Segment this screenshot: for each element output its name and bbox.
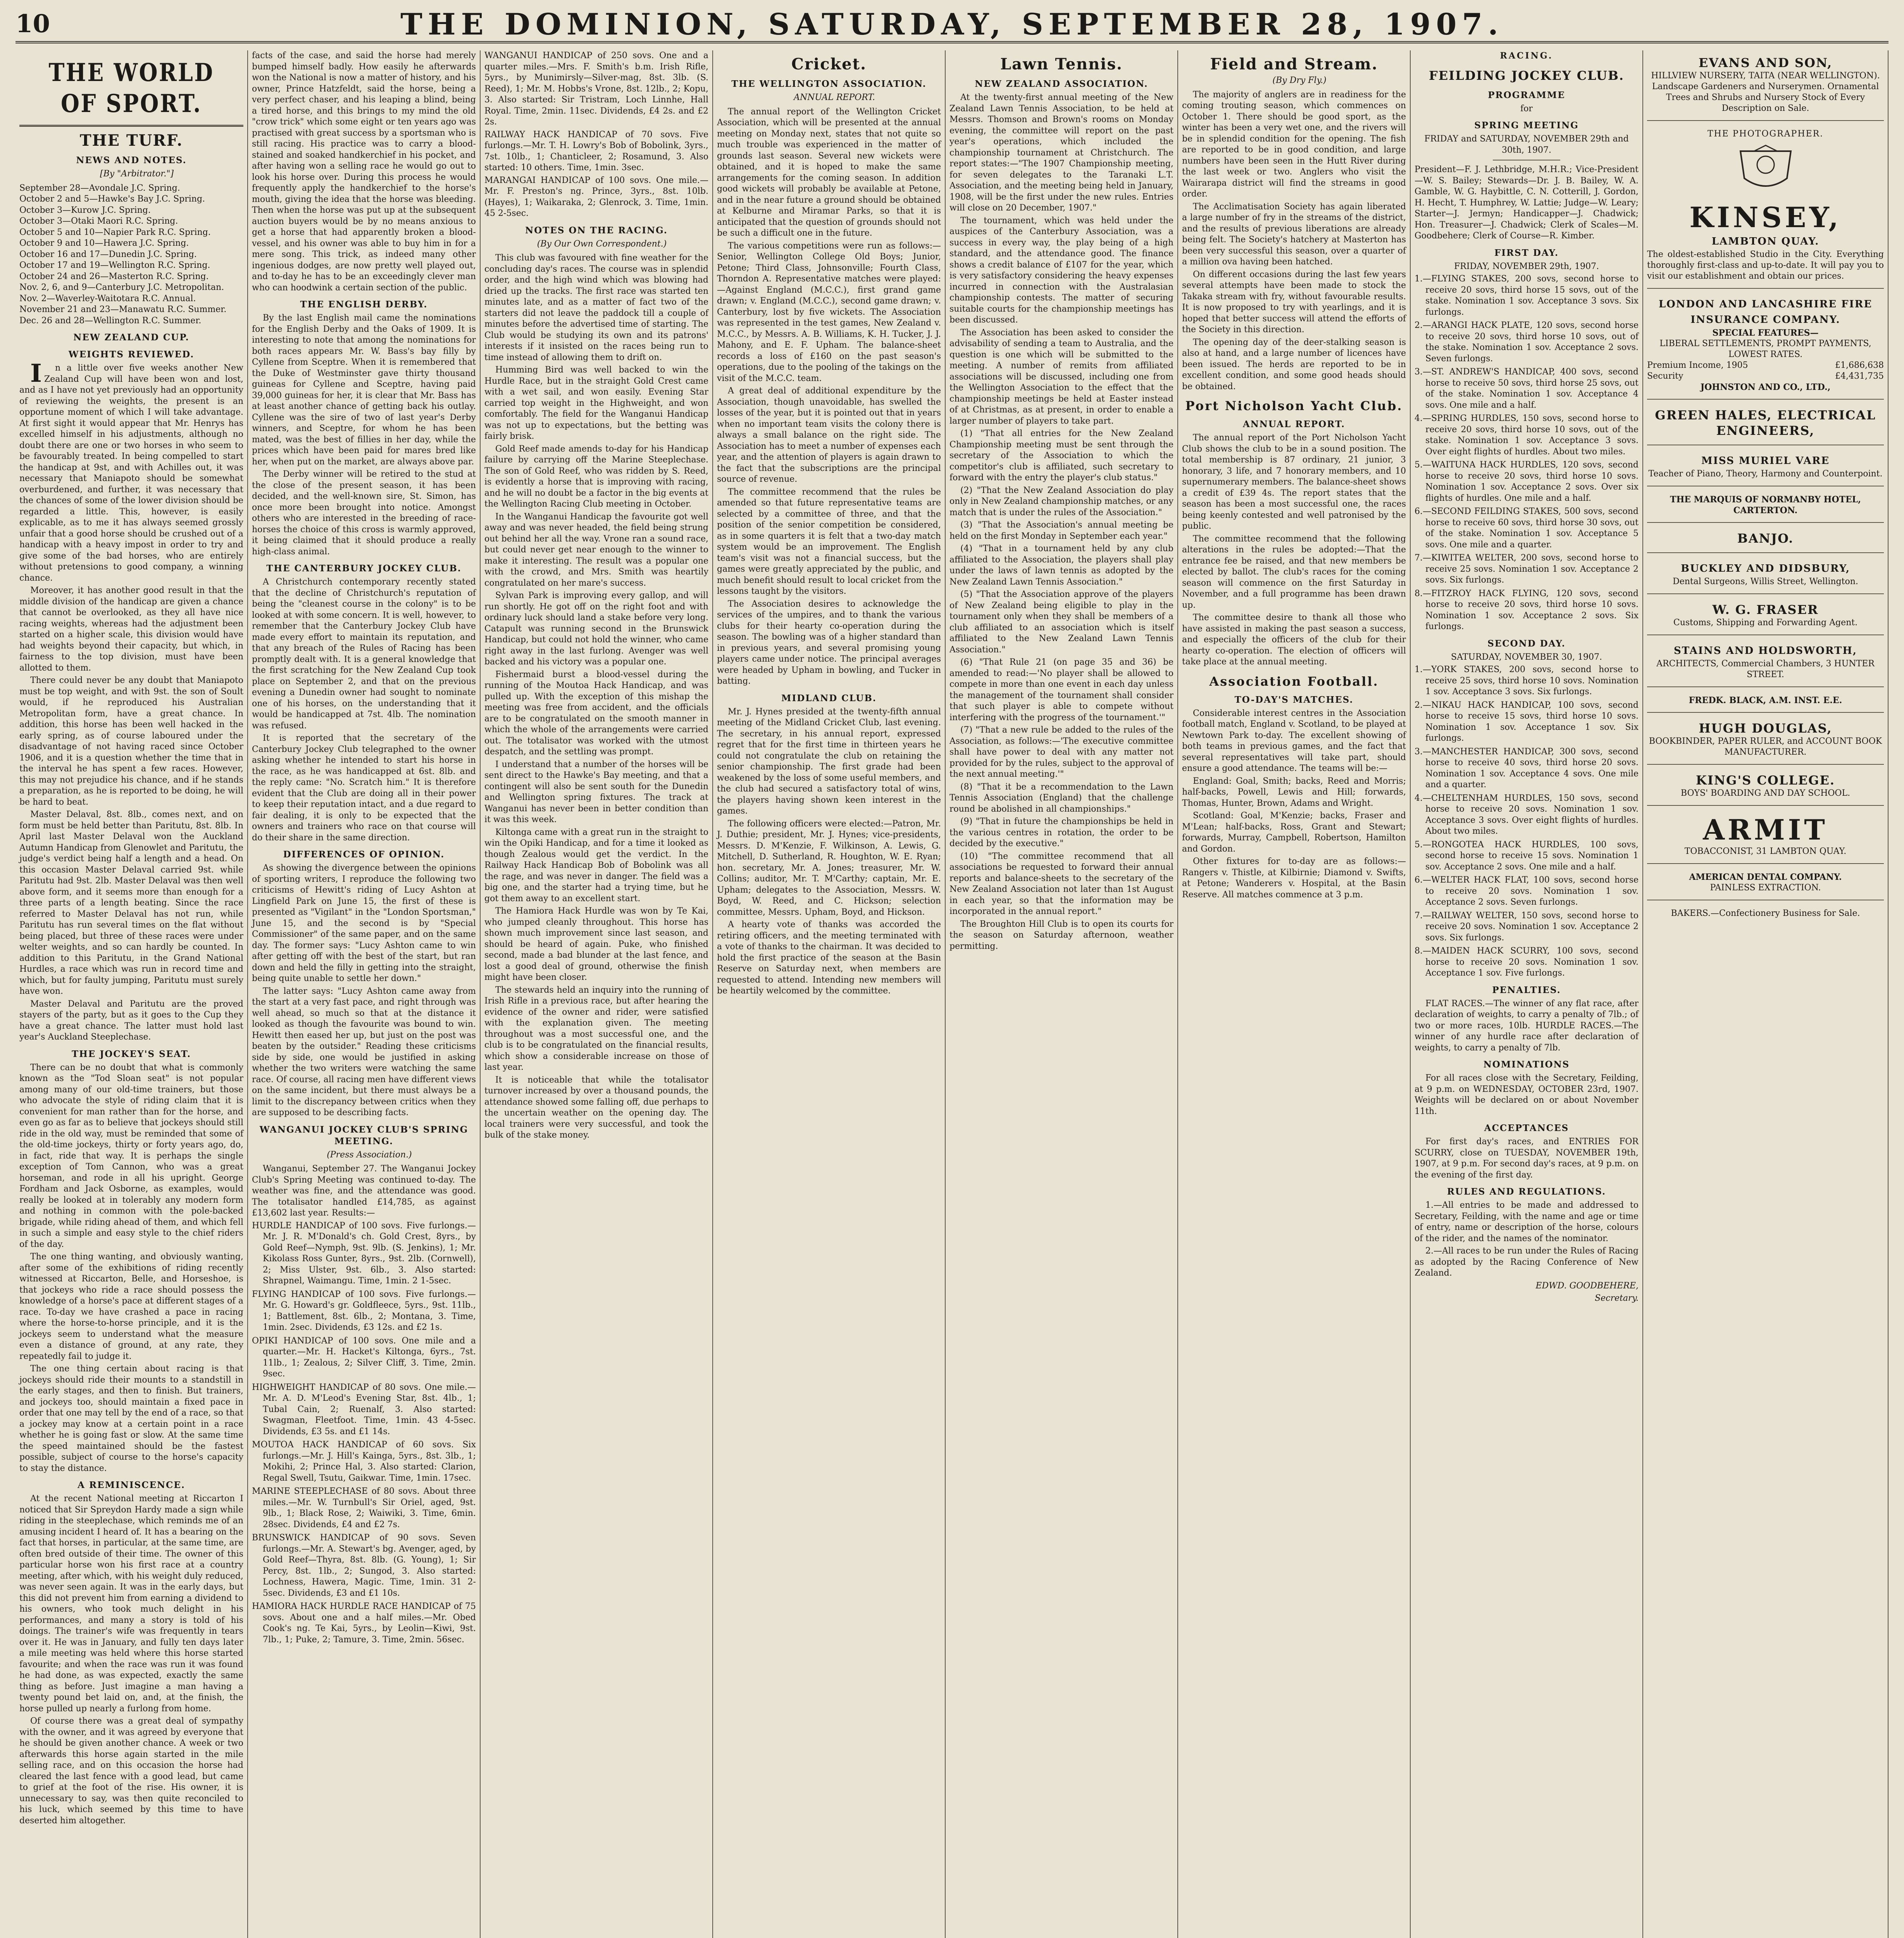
article-paragraph: (7) "That a new rule be added to the rules of the Association, as follows:—'The executive committee shall have power to deal with any matter not provided for by the rules, subject to the approval of the next annual meeting.'" (949, 725, 1173, 779)
ad-title: THE MARQUIS OF NORMANBY HOTEL, CARTERTON. (1670, 494, 1861, 516)
list-item: 1.—YORK STAKES, 200 sovs, second horse to receive 25 sovs, third horse 10 sovs. Nomination 1 sov. Acceptance 3 sovs. Six furlongs. (1415, 665, 1639, 697)
article-paragraph: WANGANUI HANDICAP of 250 sovs. One and a quarter miles.—Mrs. F. Smith's b.m. Irish Rifle, 5yrs., by Munimirsly—Silver-mag, 8st. 3lb. (S. Reed), 1; Mr. M. Hobbs's Vrone, 8st. 12lb., 2; Kopu, 3. Also started: Sir Tristram, Loch Linnhe, Hall Royal. Time, 2min. 11sec. Dividends, £4 2s. and £2 2s. (484, 51, 708, 127)
list-item: FLYING HANDICAP of 100 sovs. Five furlongs.—Mr. G. Howard's gr. Goldfleece, 5yrs., 9st. 11lb., 1; Battlement, 8st. 6lb., 2; Montana, 3. Time, 1min. 2sec. Dividends, £3 12s. and £2 1s. (252, 1289, 476, 1332)
ad-title: BANJO. (1737, 531, 1794, 546)
article-paragraph: Moreover, it has another good result in that the middle division of the handicap are given a chance that cannot be overlooked, as they all have nice racing weights, whereas had the adjustment been started on a higher scale, this division would have had weights beyond their capacity, but which, in fairness to the top division, must have been allotted to them. (19, 586, 243, 673)
list-item: 7.—RAILWAY WELTER, 150 sovs, second horse to receive 20 sovs. Nomination 1 sov. Acceptance 2 sovs. Six furlongs. (1415, 910, 1639, 943)
article-paragraph: The Derby winner will be retired to the stud at the close of the present season, it has been decided, and the well-known sire, St. Simon, has once more been brought into notice. Amongst others who are interested in the breeding of race-horses the choice of this cross is warmly approved, it being claimed that it should produce a really high-class animal. (252, 469, 476, 557)
list-item: October 2 and 5—Hawke's Bay J.C. Spring. (19, 194, 205, 204)
secretary-name: EDWD. GOODBEHERE, (1535, 1281, 1639, 1291)
acceptances-label: ACCEPTANCES (1484, 1123, 1569, 1133)
ad-title: KING'S COLLEGE. (1696, 772, 1835, 788)
yacht-heading: Port Nicholson Yacht Club. (1185, 398, 1403, 413)
article-paragraph: The Acclimatisation Society has again liberated a large number of fry in the streams of the district, and the results of previous liberations are already being felt. The Society's hatchery at Masterton has been very successful this season, over a quarter of a million ova having been hatched. (1182, 202, 1406, 267)
football-heading: Association Football. (1209, 674, 1379, 689)
article-paragraph: Humming Bird was well backed to win the Hurdle Race, but in the straight Gold Crest came with a wet sail, and won easily. Evening Star carried top weight in the Highweight, and won comfortably. The field for the Wanganui Handicap was not up to expectations, but the betting was fairly brisk. (484, 365, 708, 441)
article-paragraph: The committee desire to thank all those who have assisted in making the past season a success, and especially the officers of the club for their hearty co-operation. The election of officers will take place at the annual meeting. (1182, 613, 1406, 667)
article-paragraph: By the last English mail came the nominations for the English Derby and the Oaks of 1909. It is interesting to note that among the nominations for both races appears Mr. W. Bass's bay filly by Cyllene from Sceptre. When it is remembered that the Duke of Westminster gave thirty thousand guineas for Cyllene and Sceptre, having paid 39,000 guineas for her, it is clear that Mr. Bass has at least another chance of getting back his outlay. Cyllene was the sire of two of last year's Derby winners, and Sceptre, for whom he has been mated, was the best of fillies in her day, while the prices which have been paid for mares bred like her, when put on the market, are always above par. (252, 313, 476, 467)
ad-special: SPECIAL FEATURES— (1712, 328, 1819, 338)
ad-address: LAMBTON QUAY. (1711, 235, 1820, 247)
list-item: OPIKI HANDICAP of 100 sovs. One mile and a quarter.—Mr. H. Hacket's Kiltonga, 6yrs., 7st. 11lb., 1; Zealous, 2; Silver Cliff, 3. Time, 2min. 9sec. (252, 1336, 476, 1379)
ad-title: W. G. FRASER (1712, 602, 1819, 617)
article-paragraph: Master Delaval, 8st. 8lb., comes next, and on form must be held better than Paritutu, 8st. 8lb. In April last Master Delaval won the Auckland Autumn Handicap from Glenowlet and Paritutu, the judge's verdict being half a length and a head. On this occasion Master Delaval carried 9st. while Paritutu had 9st. 2lb. Master Delaval was then well above form, and it seems more than enough for a three parts of a length beating. Since the race referred to Master Delaval has not run, while Paritutu has run several times on the flat without being placed, but three of these races were under welter weights, and so can hardly be counted. In addition to this Paritutu, in the Grand National Hurdles, a race which was run in record time and which, but for faulty jumping, Paritutu must surely have won. (19, 810, 243, 996)
premium-label: Premium Income, 1905 (1647, 360, 1748, 370)
article-paragraph: (8) "That it be a recommendation to the Lawn Tennis Association (England) that the challenge round be abolished in all championships." (949, 782, 1173, 814)
list-item: 2.—NIKAU HACK HANDICAP, 100 sovs, second horse to receive 15 sovs, third horse 10 sovs. Nomination 1 sov. Acceptance 1 sov. Six furlongs. (1415, 700, 1639, 743)
list-item: October 9 and 10—Hawera J.C. Spring. (19, 238, 189, 248)
article-paragraph: For all races close with the Secretary, Feilding, at 9 p.m. on WEDNESDAY, OCTOBER 23rd, 1907. Weights will be declared on or about November 11th. (1415, 1073, 1639, 1116)
article-paragraph: There could never be any doubt that Maniapoto must be top weight, and with 9st. the son of Soult would, if he reproduced his Australian Metropolitan form, have a great chance. In addition, this horse has been well hacked in the early spring, as of course laboured under the disadvantage of not having raced since October 1906, and it is a question whether the time that in the interval he has spent a few races. However, this may not prejudice his chance, and if he stands a preparation, as he is reported to be doing, he will be hard to beat. (19, 676, 243, 807)
list-item: MARINE STEEPLECHASE of 80 sovs. About three miles.—Mr. W. Turnbull's Sir Oriel, aged, 9st. 9lb., 1; Black Rose, 2; Waiwiki, 3. Time, 6min. 28sec. Dividends, £4 and £2 7s. (252, 1486, 476, 1529)
article-paragraph: It is noticeable that while the totalisator turnover increased by over a thousand pounds, the attendance showed some falling off, due perhaps to the uncertain weather on the opening day. The local trainers were very successful, and took the bulk of the stake money. (484, 1075, 708, 1140)
newspaper-title: THE DOMINION, SATURDAY, SEPTEMBER 28, 1907. (400, 7, 1504, 41)
ad-banjo (1647, 526, 1884, 553)
penalties-label: PENALTIES. (1492, 985, 1561, 995)
ad-kings: KING'S COLLEGE. BOYS' BOARDING AND DAY SCHOOL. (1647, 768, 1884, 806)
column-3: WANGANUI HANDICAP of 250 sovs. One and a quarter miles.—Mrs. F. Smith's b.m. Irish Rifle, 5yrs., by Munimirsly—Silver-mag, 8st. 3lb. (S. Reed), 1; Mr. M. Hobbs's Vrone, 8st. 12lb., 2; Kopu, 3. Also started: Sir Tristram, Loch Linnhe, Hall Royal. Time, 2min. 11sec. Dividends, £4 2s. and £2 2s. RAILWAY HACK HANDICAP of 70 sovs. Five furlongs.—Mr. T. H. Lowry's Bob of Bobolink, 3yrs., 7st. 10lb., 1; Chanticleer, 2; Rosamund, 3. Also started: 10 others. Time, 1min. 3sec. MARANGAI HANDICAP of 100 sovs. One mile.—Mr. F. Preston's ng. Prince, 3yrs., 8st. 10lb. (Hayes), 1; Waikaraka, 2; Glenrock, 3. Time, 1min. 45 2-5sec. NOTES ON THE RACING. (By Our Own Correspondent.) This club was favoured with fine weather for the concluding day's races. The course was in splendid order, and the high wind which was blowing had dried up the tracks. The first race was started ten minutes late, and as a matter of fact two of the starters did not leave the paddock till a couple of minutes before the advertised time of starting. The Club would be studying its own and its patrons' interests if it insisted on the races being run to time instead of allowing them to drift on. Humming Bird was well backed to win the Hurdle Race, but in the straight Gold Crest came with a wet sail, and won easily. Evening Star carried top weight in the Highweight, and won comfortably. The field for the Wanganui Handicap was not up to expectations, but the betting was fairly brisk. Gold Reef made amends to-day for his Handicap failure by carrying off the Marine Steeplechase. The son of Gold Reef, who was ridden by S. Reed, is evidently a horse that is improving with racing, and he will no doubt be a factor in the big events at the Wellington Racing Club meeting in October. In the Wanganui Handicap the favourite got well away and was never headed, the field being strung out behind her all the way. Vrone ran a sound race, but could never get near enough to the winner to make it interesting. The result was a popular one with the crowd, and Mrs. Smith was heartily congratulated on her mare's success. Sylvan Park is improving every gallop, and will run shortly. He got off on the right foot and with ordinary luck should land a stake before very long. Catapult was running second in the Brunswick Handicap, but could not hold the winner, who came right away in the last furlong. Avenger was well backed and his victory was a popular one. Fishermaid burst a blood-vessel during the running of the Moutoa Hack Handicap, and was pulled up. With the exception of this mishap the meeting was free from accident, and the officials are to be congratulated on the smooth manner in which the whole of the arrangements were carried out. The totalisator was worked with the utmost despatch, and the settling was prompt. I understand that a number of the horses will be sent direct to the Hawke's Bay meeting, and that a contingent will also be sent south for the Dunedin and Wellington spring fixtures. The track at Wanganui has never been in better condition than it was this week. Kiltonga came with a great run in the straight to win the Opiki Handicap, and for a time it looked as though Zealous would get the verdict. In the Railway Hack Handicap Bob of Bobolink was all the rage, and was never in danger. The field was a big one, and the starter had a trying time, but he got them away to an excellent start. The Hamiora Hack Hurdle was won by Te Kai, who jumped cleanly throughout. This horse has shown much improvement since last season, and should be heard of again. Puke, who finished second, made a bad blunder at the last fence, and lost a good deal of ground, otherwise the finish might have been closer. The stewards held an inquiry into the running of Irish Rifle in a previous race, but after hearing the evidence of the owner and rider, were satisfied with the explanation given. The meeting throughout was a most successful one, and the club is to be congratulated on the financial results, which show a considerable increase on those of last year. It is noticeable that while the totalisator turnover increased by over a thousand pounds, the attendance showed some falling off, due perhaps to the uncertain weather on the opening day. The local trainers were very successful, and took the bulk of the stake money. (481, 50, 713, 1938)
article-paragraph: The Association desires to acknowledge the services of the umpires, and to thank the various clubs for their hearty co-operation during the season. The bowling was of a higher standard than in previous years, and several promising young players came under notice. The principal averages were headed by Upham in bowling, and Tucker in batting. (717, 599, 941, 686)
article-paragraph: The annual report of the Wellington Cricket Association, which will be presented at the annual meeting on Monday next, states that not quite so much trouble was experienced in the matter of grounds last season. Several new wickets were obtained, and it is hoped to make the same arrangements for the coming season. In addition good wickets will probably be available at Petone, and in the near future a ground should be obtained at Kelburne and Miramar Parks, so that it is anticipated that the question of grounds should not be such a difficult one in the future. (717, 107, 941, 238)
racing-label: RACING. (1500, 51, 1553, 61)
ad-title: ARMIT (1703, 813, 1828, 846)
meeting-dates: FRIDAY and SATURDAY, NOVEMBER 29th and 30th, 1907. (1424, 134, 1629, 155)
tennis-heading: Lawn Tennis. (1000, 55, 1123, 73)
article-paragraph: The Broughton Hill Club is to open its courts for the season on Saturday afternoon, weather permitting. (949, 919, 1173, 951)
derby-heading: THE ENGLISH DERBY. (300, 299, 428, 310)
ad-dental: AMERICAN DENTAL COMPANY. PAINLESS EXTRACTION. (1647, 867, 1884, 900)
article-paragraph: A great deal of additional expenditure by the Association, though unavoidable, has swelled the losses of the year, but it is pointed out that in years when no important team visits the colony there is always a small balance on the right side. The Association has to meet a number of expenses each year, and the attention of players is again drawn to the fact that the subscriptions are the principal source of revenue. (717, 386, 941, 484)
ad-title: KINSEY, (1689, 200, 1842, 234)
article-paragraph: For first day's races, and ENTRIES FOR SCURRY, close on TUESDAY, NOVEMBER 19th, 1907, at 9 p.m. For second day's races, at 9 p.m. on the evening of the first day. (1415, 1137, 1639, 1180)
article-paragraph: RAILWAY HACK HANDICAP of 70 sovs. Five furlongs.—Mr. T. H. Lowry's Bob of Bobolink, 3yrs., 7st. 10lb., 1; Chanticleer, 2; Rosamund, 3. Also started: 10 others. Time, 1min. 3sec. (484, 129, 708, 172)
article-paragraph: Of course there was a great deal of sympathy with the owner, and it was agreed by everyone that he should be given another chance. A week or two afterwards this horse again started in the mile selling race, and on this occasion the horse had cleared the last fence with a good lead, but came to grief at the foot of the rise. His owner, it is unnecessary to say, was then quite reconciled to his luck, which seemed by this time to have deserted him altogether. (19, 1716, 243, 1826)
article-paragraph: (4) "That in a tournament held by any club affiliated to the Association, the players shall play under the laws of lawn tennis as adopted by the New Zealand Lawn Tennis Association." (949, 544, 1173, 587)
ad-black (1647, 690, 1884, 713)
article-paragraph: Master Delaval and Paritutu are the proved stayers of the party, but as it goes to the Cup they have a great chance. The latter must hold last year's Auckland Steeplechase. (19, 999, 243, 1042)
ad-armit: ARMIT TOBACCONIST, 31 LAMBTON QUAY. (1647, 809, 1884, 864)
column-7 (1411, 50, 1643, 1938)
list-item: HAMIORA HACK HURDLE RACE HANDICAP of 75 sovs. About one and a half miles.—Mr. Obed Cook's ng. Te Kai, 5yrs., by Leolin—Kiwi, 9st. 7lb., 1; Puke, 2; Tamure, 3. Time, 2min. 56sec. (252, 1602, 476, 1645)
article-paragraph: On different occasions during the last few years several attempts have been made to stock the Takaka stream with fry, without favourable results. It is now proposed to try with yearlings, and it is hoped that better success will attend the efforts of the Society in this direction. (1182, 269, 1406, 334)
ad-agent: JOHNSTON AND CO., LTD., (1700, 382, 1831, 392)
article-paragraph: President—F. J. Lethbridge, M.H.R.; Vice-President—W. S. Bailey; Stewards—Dr. J. B. Bailey, W. A. Gamble, W. G. Haybittle, C. N. Cotterill, J. Gordon, H. Hecht, T. Humphrey, W. Lattie; Judge—W. Leary; Starter—J. Jermyn; Handicapper—J. Chadwick; Hon. Treasurer—J. Chadwick; Clerk of Scales—M. Goodbehere; Clerk of Course—R. Kimber. (1415, 165, 1639, 241)
ad-address: HILLVIEW NURSERY, TAITA (NEAR WELLINGTON). (1651, 71, 1880, 81)
ad-title: EVANS AND SON, (1698, 55, 1833, 70)
article-paragraph: Sylvan Park is improving every gallop, and will run shortly. He got off on the right foot and with ordinary luck should land a stake before very long. Catapult was running second in the Brunswick Handicap, but could not hold the winner, who came right away in the last furlong. Avenger was well backed and his victory was a popular one. (484, 591, 708, 667)
list-item: October 3—Otaki Maori R.C. Spring. (19, 216, 178, 226)
article-paragraph: There can be no doubt that what is commonly known as the "Tod Sloan seat" is not popular among many of our old-time trainers, but those who advocate the style of riding claim that it is convenient for man rather than for the horse, and even go as far as to believe that jockeys should still ride in the old way, must be reminded that some of the old-time jockeys, thirty or forty years ago, do, in fact, ride that way. It is perhaps the single exception of Tom Cannon, who was a great horseman, and rode in all his upright. George Fordham and Jack Osborne, as examples, would really be looked at in tolerably any modern form and nothing in common with the pole-backed brigade, while riding ahead of them, and which fell in such a simple and easy style to the chief riders of the day. (19, 1062, 243, 1249)
first-day-label: FIRST DAY. (1494, 247, 1559, 258)
security-label: Security (1647, 371, 1683, 381)
article-paragraph: The committee recommend that the rules be amended so that future representative teams are selected by a committee of three, and that the position of the senior competition be considered, as in some quarters it is felt that a two-day match system would be an improvement. The English team's visit was not a financial success, but the games were greatly appreciated by the public, and much benefit should result to local cricket from the lessons taught by the visitors. (717, 487, 941, 596)
list-item: 5.—WAITUNA HACK HURDLES, 120 sovs, second horse to receive 20 sovs, third horse 10 sovs. Nomination 1 sov. Acceptance 2 sovs. Over six flights of hurdles. One mile and a half. (1415, 460, 1639, 503)
list-item: Dec. 26 and 28—Wellington R.C. Summer. (19, 316, 202, 326)
list-item: September 28—Avondale J.C. Spring. (19, 183, 180, 193)
article-paragraph: The following officers were elected:—Patron, Mr. J. Duthie; president, Mr. J. Hynes; vice-presidents, Messrs. D. M'Kenzie, F. Wilkinson, A. Lewis, G. Mitchell, D. Sutherland, R. Houghton, W. E. Ryan; hon. secretary, Mr. A. Jones; treasurer, Mr. W. Collins; auditor, Mr. T. M'Carthy; captain, Mr. E. Upham; delegates to the Association, Messrs. W. Boyd, W. Reed, and C. Hickson; selection committee, Messrs. Upham, Boyd, and Hickson. (717, 819, 941, 917)
column-1 (16, 50, 248, 1938)
ad-title: AMERICAN DENTAL COMPANY. (1689, 872, 1842, 882)
field-byline: (By Dry Fly.) (1272, 76, 1327, 85)
list-item: October 24 and 26—Masterton R.C. Spring. (19, 271, 209, 281)
ad-bakers (1647, 903, 1884, 925)
ad-title: BUCKLEY AND DIDSBURY, (1681, 562, 1850, 574)
yacht-subheading: ANNUAL REPORT. (1242, 419, 1346, 429)
list-item: BRUNSWICK HANDICAP of 90 sovs. Seven furlongs.—Mr. A. Stewart's bg. Avenger, aged, by Gold Reef—Thyra, 8st. 8lb. (G. Young), 1; Sir Percy, 8st. 1lb., 2; Sungod, 3. Also started: Lochness, Hawera, Magic. Time, 1min. 31 2-5sec. Dividends, £3 and £1 10s. (252, 1533, 476, 1598)
first-day-date: FRIDAY, NOVEMBER 29th, 1907. (1454, 261, 1599, 271)
list-item: Nov. 2, 6, and 9—Canterbury J.C. Metropolitan. (19, 283, 224, 292)
programme-label: PROGRAMME (1488, 90, 1565, 100)
list-item: 8.—MAIDEN HACK SCURRY, 100 sovs, second horse to receive 20 sovs. Nomination 1 sov. Acceptance 1 sov. Five furlongs. (1415, 946, 1639, 978)
feilding-club: FEILDING JOCKEY CLUB. (1429, 68, 1624, 83)
nz-cup-heading: NEW ZEALAND CUP. (73, 332, 190, 343)
ad-title: HUGH DOUGLAS, (1699, 721, 1832, 736)
list-item: HIGHWEIGHT HANDICAP of 80 sovs. One mile.—Mr. A. D. M'Leod's Evening Star, 8st. 4lb., 1; Tubal Cain, 2; Ruenalf, 3. Also started: Swagman, Fleetfoot. Time, 1min. 43 4-5sec. Dividends, £3 5s. and £1 14s. (252, 1382, 476, 1436)
cjc-heading: THE CANTERBURY JOCKEY CLUB. (266, 563, 462, 574)
ad-vare: MISS MURIEL VARE Teacher of Piano, Theory, Harmony and Counterpoint. (1647, 448, 1884, 486)
article-paragraph: The stewards held an inquiry into the running of Irish Rifle in a previous race, but after hearing the evidence of the owner and rider, were satisfied with the explanation given. The meeting throughout was a most successful one, and the club is to be congratulated on the financial results, which show a considerable increase on those of last year. (484, 985, 708, 1072)
ad-green-hales (1647, 403, 1884, 445)
column-8 (1643, 50, 1888, 1938)
security-value: £4,431,735 (1835, 371, 1884, 381)
article-paragraph: (1) "That all entries for the New Zealand Championship meeting must be sent through the secretary of the Association to which the competitor's club is affiliated, such secretary to forward with the entry the player's club status." (949, 429, 1173, 483)
article-paragraph: In a little over five weeks another New Zealand Cup will have been won and lost, and as I have not yet previously had an opportunity of reviewing the weights, the present is an opportune moment of which I will take advantage. At first sight it would appear that Mr. Henrys has excelled himself in his adjustments, although no doubt there are one or two horses in who seem to be favourably treated. In being compelled to start the handicap at 9st, and with Achilles out, it was necessary that Maniapoto should be somewhat overburdened, and further, it was necessary that the chances of some of the lower division should be regarded a little. This, however, is easily explicable, as to me it has always seemed grossly unfair that a good horse should be crushed out of a handicap with a heavy impost in order to try and give some of the bad horses, who are entirely without pretensions to good company, a winning chance. (19, 359, 243, 583)
article-paragraph: The latter says: "Lucy Ashton came away from the start at a very fast pace, and right through was well ahead, so much so that at the distance it looked as though the favourite was bound to win. Hewitt then eased her up, but just on the post was beaten by the outsider." Reading these criticisms side by side, one would be justified in asking whether the two writers were watching the same race. Of course, all racing men have different views on the same incident, but there must always be a limit to the discrepancy between critics when they are supposed to be describing facts. (252, 986, 476, 1117)
ad-evans: EVANS AND SON, HILLVIEW NURSERY, TAITA (NEAR WELLINGTON). Landscape Gardeners and Nurserymen. Ornamental Trees and Shrubs and Nursery Stock of Every Description on Sale. (1647, 50, 1884, 121)
article-paragraph: The tournament, which was held under the auspices of the Canterbury Association, was a success in every way, the play being of a high standard, and the attendance good. The finance shows a credit balance of £107 for the year, which is very satisfactory considering the heavy expenses incurred in connection with the Australasian championship contests. The matter of securing suitable courts for the championship meetings has been discussed. (949, 216, 1173, 325)
fixture-list (19, 183, 243, 327)
cricket-heading: Cricket. (791, 55, 867, 73)
list-item: 2.—ARANGI HACK PLATE, 120 sovs, second horse to receive 20 sovs, third horse 10 sovs, out of the stake. Nomination 1 sov. Acceptance 2 sovs. Seven furlongs. (1415, 321, 1639, 364)
article-paragraph: The committee recommend that the following alterations in the rules be adopted:—That the entrance fee be raised, and that new members be elected by ballot. The club's races for the coming season will commence on the first Saturday in November, and a full programme has been drawn up. (1182, 534, 1406, 610)
list-item: 4.—SPRING HURDLES, 150 sovs, second horse to receive 20 sovs, third horse 10 sovs, out of the stake. Nomination 1 sov. Acceptance 3 sovs. Over eight flights of hurdles. About two miles. (1415, 414, 1639, 457)
field-heading: Field and Stream. (1210, 55, 1378, 73)
article-paragraph: Considerable interest centres in the Association football match, England v. Scotland, to be played at Newtown Park to-day. The excellent showing of both teams in previous games, and the fact that several representatives will take part, should ensure a good attendance. The teams will be:— (1182, 708, 1406, 773)
article-paragraph: A Christchurch contemporary recently stated that the decline of Christchurch's reputation of being the "cleanest course in the colony" is to be looked at with some concern. It is well, however, to remember that the Canterbury Jockey Club have made every effort to maintain its reputation, and that any breach of the Rules of Racing has been promptly dealt with. It is a general knowledge that the first scratching for the New Zealand Cup took place on September 2, and that on the previous evening a Dunedin owner had sought to nominate one of his horses, on the understanding that it would be handicapped at 7st. 4lb. The nomination was refused. (252, 577, 476, 731)
cricket-subheading: THE WELLINGTON ASSOCIATION. (731, 79, 927, 89)
list-item: 6.—SECOND FEILDING STAKES, 500 sovs, second horse to receive 60 sovs, third horse 30 sovs, out of the stake. Nomination 1 sov. Acceptance 5 sovs. One mile and a quarter. (1415, 507, 1639, 550)
list-item: October 16 and 17—Dunedin J.C. Spring. (19, 249, 197, 259)
article-paragraph: Kiltonga came with a great run in the straight to win the Opiki Handicap, and for a time it looked as though Zealous would get the verdict. In the Railway Hack Handicap Bob of Bobolink was all the rage, and was never in danger. The field was a big one, and the starter had a trying time, but he got them away to an excellent start. (484, 827, 708, 903)
article-paragraph: This club was favoured with fine weather for the concluding day's races. The course was in splendid order, and the high wind which was blowing had dried up the tracks. The first race was started ten minutes late, and as a matter of fact two of the starters did not leave the paddock till a couple of minutes before the advertised time of starting. The Club would be studying its own and its patrons' interests if it insisted on the races being run to time instead of allowing them to drift on. (484, 253, 708, 362)
masthead (16, 5, 1888, 43)
article-paragraph: Mr. J. Hynes presided at the twenty-fifth annual meeting of the Midland Cricket Club, last evening. The secretary, in his annual report, expressed regret that for the first time in thirteen years he could not congratulate the club on retaining the senior championship. The first grade had been weakened by the loss of some useful members, and the club had secured a satisfactory total of wins, the players having shown keen interest in the games. (717, 707, 941, 816)
article-paragraph: In the Wanganui Handicap the favourite got well away and was never headed, the field being strung out behind her all the way. Vrone ran a sound race, but could never get near enough to the winner to make it interesting. The result was a popular one with the crowd, and Mrs. Smith was heartily congratulated on her mare's success. (484, 512, 708, 588)
article-paragraph: (6) "That Rule 21 (on page 35 and 36) be amended to read:—'No player shall be allowed to compete in more than one event in each day unless the management of the tournament shall consider that such player is able to compete without interfering with the progress of the tournament.'" (949, 657, 1173, 722)
section-title: THE WORLD OF SPORT. (48, 58, 214, 118)
article-paragraph: The Hamiora Hack Hurdle was won by Te Kai, who jumped cleanly throughout. This horse has shown much improvement since last season, and should be heard of again. Puke, who finished second, made a bad blunder at the last fence, and lost a good deal of ground, otherwise the finish might have been closer. (484, 906, 708, 982)
notes-heading: NOTES ON THE RACING. (525, 225, 668, 236)
football-subheading: TO-DAY'S MATCHES. (1234, 694, 1354, 705)
list-item: Nov. 2—Waverley-Waitotara R.C. Annual. (19, 293, 196, 303)
article-paragraph: The various competitions were run as follows:—Senior, Wellington College Old Boys; Junior, Petone; Third Class, Johnsonville; Fourth Class, Thorndon A. Representative matches were played:—Against England (M.C.C.), first grand game drawn; v. England (M.C.C.), second game drawn; v. Canterbury, lost by five wickets. The Association was represented in the test games, New Zealand v. M.C.C., by Messrs. A. B. Williams, K. H. Tucker, J. J. Mahony, and E. F. Upham. The balance-sheet records a loss of £160 on the past season's operations, due to the pooling of the takings on the visit of the M.C.C. team. (717, 241, 941, 383)
article-paragraph: (9) "That in future the championships be held in the various centres in rotation, the order to be decided by the executive." (949, 817, 1173, 848)
premium-value: £1,686,638 (1835, 360, 1884, 370)
ad-title: FREDK. BLACK, A.M. INST. E.E. (1689, 695, 1842, 705)
list-item: November 21 and 23—Manawatu R.C. Summer. (19, 305, 227, 314)
ad-stains: STAINS AND HOLDSWORTH, ARCHITECTS, Commercial Chambers, 3 HUNTER STREET. (1647, 638, 1884, 687)
article-paragraph: It is reported that the secretary of the Canterbury Jockey Club telegraphed to the owner asking whether he intended to start his horse in the race, as he was handicapped at 6st. 8lb. and the reply came: "No. Scratch him." It is therefore evident that the Club are doing all in their power to keep their reputation intact, and a due regard to fair dealing, it is only to be expected that the owners and trainers who race on that course will do their share in the same direction. (252, 733, 476, 843)
article-paragraph: At the twenty-first annual meeting of the New Zealand Lawn Tennis Association, to be held at Messrs. Thomson and Brown's rooms on Monday evening, the committee will report on the past year's operations, which included the championship tournament at Christchurch. The report states:—"The 1907 Championship meeting, for seven delegates to the Taranaki L.T. Association, and the meeting being held in January, 1908, will be the first under the new rules. Entries will close on 20 December, 1907." (949, 93, 1173, 213)
article-paragraph: MARANGAI HANDICAP of 100 sovs. One mile.—Mr. F. Preston's ng. Prince, 3yrs., 8st. 10lb. (Hayes), 1; Waikaraka, 2; Glenrock, 3. Time, 1min. 45 2-5sec. (484, 175, 708, 218)
nominations-label: NOMINATIONS (1483, 1059, 1570, 1070)
article-paragraph: Gold Reef made amends to-day for his Handicap failure by carrying off the Marine Steeplechase. The son of Gold Reef, who was ridden by S. Reed, is evidently a horse that is improving with racing, and he will no doubt be a factor in the big events at the Wellington Racing Club meeting in October. (484, 444, 708, 509)
list-item: 6.—WELTER HACK FLAT, 100 sovs, second horse to receive 20 sovs. Nomination 1 sov. Acceptance 2 sovs. Seven furlongs. (1415, 875, 1639, 907)
reminiscence-heading: A REMINISCENCE. (78, 1480, 185, 1490)
list-item: 8.—FITZROY HACK FLYING, 120 sovs, second horse to receive 20 sovs, third horse 10 sovs. Nomination 1 sov. Acceptance 2 sovs. Six furlongs. (1415, 588, 1639, 631)
list-item: 5.—RONGOTEA HACK HURDLES, 100 sovs, second horse to receive 15 sovs. Nomination 1 sov. Acceptance 2 sovs. One mile and a half. (1415, 840, 1639, 872)
article-paragraph: 2.—All races to be run under the Rules of Racing as adopted by the Racing Conference of New Zealand. (1415, 1246, 1639, 1278)
cricket-annual-report: ANNUAL REPORT. (794, 93, 875, 102)
ad-photographer: THE PHOTOGRAPHER. KINSEY, LAMBTON QUAY. The oldest-established Studio in the City. Everything thoroughly first-class and up-to-date. It will pay you to visit our establishment and obtain our prices. (1647, 124, 1884, 289)
article-paragraph: The one thing wanting, and obviously wanting, after some of the exhibitions of riding recently witnessed at Riccarton, Belle, and Horseshoe, is that jockeys who ride a race should possess the knowledge of a horse's pace at different stages of a race. To-day we have crashed a pace in racing where the horse-to-horse principle, and it is the jockeys seem to understand what the measure even a distance of ground, at any rate, they repeatedly fail to judge it. (19, 1252, 243, 1361)
article-paragraph: The opening day of the deer-stalking season is also at hand, and a large number of licences have been issued. The herds are reported to be in excellent condition, and some good heads should be obtained. (1182, 337, 1406, 391)
column-5 (946, 50, 1178, 1938)
article-paragraph: I understand that a number of the horses will be sent direct to the Hawke's Bay meeting, and that a contingent will also be sent south for the Dunedin and Wellington spring fixtures. The track at Wanganui has never been in better condition than it was this week. (484, 759, 708, 824)
list-item: 7.—KIWITEA WELTER, 200 sovs, second horse to receive 25 sovs. Nomination 1 sov. Acceptance 2 sovs. Six furlongs. (1415, 553, 1639, 585)
ad-title: STAINS AND HOLDSWORTH, (1674, 645, 1857, 657)
article-paragraph: The one thing certain about racing is that jockeys should ride their mounts to a standstill in the early stages, and then to finish. But trainers, and jockeys too, should maintain a fixed pace in order that one may tell by the end of a race, so that a jockey may know at a certain point in a race whether he is going fast or slow. At the same time the speed maintained should be the fastest possible, subject of course to the horse's capacity to stay the distance. (19, 1364, 243, 1473)
column-4 (713, 50, 946, 1938)
turf-heading: THE TURF. (79, 131, 183, 150)
article-paragraph: (3) "That the Association's annual meeting be held on the first Monday in September each year." (949, 520, 1173, 541)
list-item: October 5 and 10—Napier Park R.C. Spring. (19, 227, 211, 237)
second-day-label: SECOND DAY. (1487, 638, 1566, 649)
ad-normanby (1647, 490, 1884, 523)
ad-title: LONDON AND LANCASHIRE FIRE INSURANCE COMPANY. (1658, 298, 1873, 326)
article-paragraph: A hearty vote of thanks was accorded the retiring officers, and the meeting terminated with a vote of thanks to the chairman. It was decided to hold the first practice of the season at the Basin Reserve on Saturday next, when members are requested to attend. Intending new members will be heartily welcomed by the committee. (717, 920, 941, 996)
ad-hugh: HUGH DOUGLAS, BOOKBINDER, PAPER RULER, and ACCOUNT BOOK MANUFACTURER. (1647, 716, 1884, 765)
article-paragraph: England: Goal, Smith; backs, Reed and Morris; half-backs, Powell, Lewis and Hill; forwards, Thomas, Hunter, Brown, Adams and Wright. (1182, 776, 1406, 808)
ad-title: THE PHOTOGRAPHER. (1707, 129, 1824, 139)
article-paragraph: Fishermaid burst a blood-vessel during the running of the Moutoa Hack Handicap, and was pulled up. With the exception of this mishap the meeting was free from accident, and the officials are to be congratulated on the smooth manner in which the whole of the arrangements were carried out. The totalisator was worked with the utmost despatch, and the settling was prompt. (484, 669, 708, 757)
list-item: 3.—ST. ANDREW'S HANDICAP, 400 sovs, second horse to receive 50 sovs, third horse 25 sovs, out of the stake. Nomination 1 sov. Acceptance 4 sovs. One mile and a half. (1415, 367, 1639, 410)
page-number: 10 (16, 9, 50, 38)
secretary-title: Secretary. (1595, 1293, 1639, 1303)
list-item: 3.—MANCHESTER HANDICAP, 300 sovs, second horse to receive 40 sovs, third horse 20 sovs. Nomination 1 sov. Acceptance 4 sovs. One mile and a quarter. (1415, 747, 1639, 790)
article-paragraph: As showing the divergence between the opinions of sporting writers, I reproduce the following two criticisms of Hewitt's riding of Lucy Ashton at Lingfield Park on June 15, the first of these is presented as "Vigilant" in the "London Sportsman," June 15, and the second is by "Special Commissioner" of the same paper, and on the same day. The former says: "Lucy Ashton came to win after getting off with the best of the start, but ran down and held the filly in getting into the straight, being quite unable to settle her down." (252, 863, 476, 983)
midland-heading: MIDLAND CLUB. (781, 693, 877, 703)
article-paragraph: Wanganui, September 27. The Wanganui Jockey Club's Spring Meeting was continued to-day. The weather was fine, and the attendance was good. The totalisator handled £14,785, as against £13,602 last year. Results:— (252, 1164, 476, 1218)
list-item: 1.—FLYING STAKES, 200 sovs, second horse to receive 20 sovs, third horse 15 sovs, out of the stake. Nomination 1 sov. Acceptance 3 sovs. Six furlongs. (1415, 274, 1639, 317)
ad-title: GREEN HALES, ELECTRICAL ENGINEERS, (1655, 407, 1876, 438)
crest-icon (1733, 143, 1799, 194)
article-paragraph: The Association has been asked to consider the advisability of sending a team to Australia, and the question is one which will be submitted to the meeting. A number of remits from affiliated associations will be discussed, including one from the Wellington Association to the effect that the championship meetings be held at Easter instead of at Christmas, as at present, in order to enable a larger number of players to take part. (949, 328, 1173, 426)
column-6 (1178, 50, 1411, 1938)
wanganui-heading: WANGANUI JOCKEY CLUB'S SPRING MEETING. (259, 1124, 469, 1147)
ad-fraser: W. G. FRASER Customs, Shipping and Forwarding Agent. (1647, 597, 1884, 635)
byline: [By "Arbitrator."] (100, 169, 174, 179)
article-paragraph: (5) "That the Association approve of the players of New Zealand being eligible to play in the tournament only when they shall be members of a club affiliated to an association which is itself affiliated to the New Zealand Lawn Tennis Association." (949, 590, 1173, 655)
list-item: HURDLE HANDICAP of 100 sovs. Five furlongs.—Mr. J. R. M'Donald's ch. Gold Crest, 8yrs., by Gold Reef—Nymph, 9st. 9lb. (S. Jenkins), 1; Mr. Kikolass Ross Gunter, 8yrs., 9st. 2lb. (Cornwell), 2; Miss Ulster, 9st. 6lb., 3. Also started: Shrapnel, Waimangu. Time, 1min. 2 1-5sec. (252, 1221, 476, 1286)
second-day-date: SATURDAY, NOVEMBER 30, 1907. (1451, 652, 1602, 662)
article-paragraph: At the recent National meeting at Riccarton I noticed that Sir Spreydon Hardy made a sign while riding in the steeplechase, which reminds me of an amusing incident I heard of. It has a bearing on the fact that horses, in particular, at the same time, are often bred outside of their time. The owner of this particular horse won his first race at a country meeting, after which, with his weight duly reduced, was never seen again. It was in the early days, but this did not prevent him from earning a dividend to his owners, who took much delight in his performances, and many a story is told of his doings. The trainer's wife was frequently in tears over it. He was in January, and fully ten days later a mile meeting was held where this horse started favourite; and when the race was run it was found he had done, as was expected, exactly the same thing as before. Just imagine a man having a twenty pound bet laid on, and, at the finish, the horse pulled up nearly a furlong from home. (19, 1494, 243, 1714)
programme-for: for (1520, 103, 1533, 114)
article-paragraph: (10) "The committee recommend that all associations be requested to forward their annual reports and balance-sheets to the secretary of the New Zealand Association not later than 1st August in each year, so that the information may be incorporated in the annual report." (949, 851, 1173, 916)
ad-buckley: BUCKLEY AND DIDSBURY, Dental Surgeons, Willis Street, Wellington. (1647, 556, 1884, 594)
news-notes-heading: NEWS AND NOTES. (76, 155, 187, 166)
ad-title: BAKERS.—Confectionery Business for Sale. (1671, 908, 1860, 918)
article-paragraph: 1.—All entries to be made and addressed to Secretary, Feilding, with the name and age or time of entry, name or description of the horse, colours of the rider, and the names of the nominator. (1415, 1200, 1639, 1243)
tennis-subheading: NEW ZEALAND ASSOCIATION. (975, 79, 1148, 89)
list-item: MOUTOA HACK HANDICAP of 60 sovs. Six furlongs.—Mr. J. Hill's Kainga, 5yrs., 8st. 3lb., 1; Mokihi, 2; Prince Hal, 3. Also started: Clarion, Regal Swell, Tsutu, Gaikwar. Time, 1min. 17sec. (252, 1440, 476, 1483)
article-paragraph: (2) "That the New Zealand Association do play only in New Zealand championship matches, or any match that is under the rules of the Association." (949, 485, 1173, 517)
article-paragraph: Other fixtures for to-day are as follows:—Rangers v. Thistle, at Kilbirnie; Diamond v. Swifts, at Petone; Wanderers v. Hospital, at the Basin Reserve. All matches commence at 3 p.m. (1182, 857, 1406, 900)
rules-label: RULES AND REGULATIONS. (1447, 1186, 1606, 1197)
column-2: facts of the case, and said the horse had merely bumped himself badly. How easily he afterwards won the National is now a matter of history, and his owner, Prince Hatzfeldt, said the horse, being a very perfect chaser, and his leaping a blind, being a tired horse, and this brings to my mind the old "crow trick" which some eight or ten years ago was practised with great success by a sportsman who is still racing. His practice was to carry a blood-stained and soaked handkerchief in his pocket, and after having won a selling race he would go out to look his horse over. During this process he would frequently apply the handkerchief to the horse's mouth, giving the idea that the horse was bleeding. Then when the horse was put up at the subsequent auction buyers would be by no means anxious to get a horse that had apparently broken a blood-vessel, and his owner was able to buy him in for a mere song. This trick, as indeed many other ingenious dodges, are now pretty well played out, and to-day he has to be an exceedingly clever man who can hoodwink a certain section of the public. THE ENGLISH DERBY. By the last English mail came the nominations for the English Derby and the Oaks of 1909. It is interesting to note that among the nominations for both races appears Mr. W. Bass's bay filly by Cyllene from Sceptre. When it is remembered that the Duke of Westminster gave thirty thousand guineas for Cyllene and Sceptre, having paid 39,000 guineas for her, it is clear that Mr. Bass has at least another chance of getting back his outlay. Cyllene was the sire of two of last year's Derby winners, and Sceptre, for whom he has been mated, was the best of fillies in her day, while the prices which have been paid for mares bred like her, when put on the market, are always above par. The Derby winner will be retired to the stud at the close of the present season, it has been decided, and the well-known sire, St. Simon, has once more been brought into notice. Amongst others who are interested in the breeding of race-horses the choice of this cross is warmly approved, it being claimed that it should produce a really high-class animal. THE CANTERBURY JOCKEY CLUB. A Christchurch contemporary recently stated that the decline of Christchurch's reputation of being the "cleanest course in the colony" is to be looked at with some concern. It is well, however, to remember that the Canterbury Jockey Club have made every effort to maintain its reputation, and that any breach of the Rules of Racing has been promptly dealt with. It is a general knowledge that the first scratching for the New Zealand Cup took place on September 2, and that on the previous evening a Dunedin owner had sought to nominate one of his horses, on the understanding that it would be handicapped at 7st. 4lb. The nomination was refused. It is reported that the secretary of the Canterbury Jockey Club telegraphed to the owner asking whether he intended to start his horse in the race, as he was handicapped at 6st. 8lb. and the reply came: "No. Scratch him." It is therefore evident that the Club are doing all in their power to keep their reputation intact, and a due regard to fair dealing, it is only to be expected that the owners and trainers who race on that course will do their share in the same direction. DIFFERENCES OF OPINION. As showing the divergence between the opinions of sporting writers, I reproduce the following two criticisms of Hewitt's riding of Lucy Ashton at Lingfield Park on June 15, the first of these is presented as "Vigilant" in the "London Sportsman," June 15, and the second is by "Special Commissioner" of the same paper, and on the same day. The former says: "Lucy Ashton came to win after getting off with the best of the start, but ran down and held the filly in getting into the straight, being quite unable to settle her down." The latter says: "Lucy Ashton came away from the start at a very fast pace, and right through was well ahead, so much so that at the distance it looked as though the favourite was bound to win. Hewitt then eased her up, but just on the post was beaten by the outsider." Reading these criticisms side by side, one would be justified in asking whether the two writers were watching the same race. Of course, all racing men have different views on the same incident, but there must always be a limit to the discrepancy between critics when they are supposed to be describing facts. WANGANUI JOCKEY CLUB'S SPRING MEETING. (Press Association.) Wanganui, September 27. The Wanganui Jockey Club's Spring Meeting was continued to-day. The weather was fine, and the attendance was good. The totalisator handled £14,785, as against £13,602 last year. Results:— HURDLE HANDICAP of 100 sovs. Five furlongs.—Mr. J. R. M'Donald's ch. Gold Crest, 8yrs., by Gold Reef—Nymph, 9st. 9lb. (S. Jenkins), 1; Mr. Kikolass Ross Gunter, 8yrs., 9st. 2lb. (Cornwell), 2; Miss Ulster, 9st. 6lb., 3. Also started: Shrapnel, Waimangu. Time, 1min. 2 1-5sec. FLYING HANDICAP of 100 sovs. Five furlongs.—Mr. G. Howard's gr. Goldfleece, 5yrs., 9st. 11lb., 1; Battlement, 8st. 6lb., 2; Montana, 3. Time, 1min. 2sec. Dividends, £3 12s. and £2 1s. OPIKI HANDICAP of 100 sovs. One mile and a quarter.—Mr. H. Hacket's Kiltonga, 6yrs., 7st. 11lb., 1; Zealous, 2; Silver Cliff, 3. Time, 2min. 9sec. HIGHWEIGHT HANDICAP of 80 sovs. One mile.—Mr. A. D. M'Leod's Evening Star, 8st. 4lb., 1; Tubal Cain, 2; Ruenalf, 3. Also started: Swagman, Fleetfoot. Time, 1min. 43 4-5sec. Dividends, £3 5s. and £1 14s. MOUTOA HACK HANDICAP of 60 sovs. Six furlongs.—Mr. J. Hill's Kainga, 5yrs., 8st. 3lb., 1; Mokihi, 2; Prince Hal, 3. Also started: Clarion, Regal Swell, Tsutu, Gaikwar. Time, 1min. 17sec. MARINE STEEPLECHASE of 80 sovs. About three miles.—Mr. W. Turnbull's Sir Oriel, aged, 9st. 9lb., 1; Black Rose, 2; Waiwiki, 3. Time, 6min. 28sec. Dividends, £4 and £2 7s. BRUNSWICK HANDICAP of 90 sovs. Seven furlongs.—Mr. A. Stewart's bg. Avenger, aged, by Gold Reef—Thyra, 8st. 8lb. (G. Young), 1; Sir Percy, 8st. 1lb., 2; Sungod, 3. Also started: Lochness, Hawera, Magic. Time, 1min. 31 2-5sec. Dividends, £3 and £1 10s. HAMIORA HACK HURDLE RACE HANDICAP of 75 sovs. About one and a half miles.—Mr. Obed Cook's ng. Te Kai, 5yrs., by Leolin—Kiwi, 9st. 7lb., 1; Puke, 2; Tamure, 3. Time, 2min. 56sec. (248, 50, 481, 1938)
article-paragraph: The majority of anglers are in readiness for the coming trouting season, which commences on October 1. There should be good sport, as the winter has been a very wet one, and the rivers will be in splendid condition for the opening. The fish are reported to be in good condition, and large numbers have been seen in the Hutt River during the last week or two. Anglers who visit the Wairarapa district will find the streams in good order. (1182, 90, 1406, 199)
list-item: October 3—Kurow J.C. Spring. (19, 205, 151, 215)
jockey-seat-heading: THE JOCKEY'S SEAT. (71, 1048, 191, 1059)
article-paragraph: Scotland: Goal, M'Kenzie; backs, Fraser and M'Lean; half-backs, Ross, Grant and Stewart; forwards, Murray, Campbell, Robertson, Hamilton and Gordon. (1182, 811, 1406, 854)
list-item: 4.—CHELTENHAM HURDLES, 150 sovs, second horse to receive 20 sovs. Nomination 1 sov. Acceptance 3 sovs. Over eight flights of hurdles. About two miles. (1415, 793, 1639, 836)
ad-title: MISS MURIEL VARE (1701, 455, 1830, 467)
article-paragraph: The annual report of the Port Nicholson Yacht Club shows the club to be in a sound position. The total membership is 87 ordinary, 21 junior, 3 honorary, 3 life, and 7 honorary members, and 10 supernumerary members. The balance-sheet shows a credit of £39 4s. The report states that the season has been a most successful one, the races being keenly contested and well patronised by the public. (1182, 433, 1406, 531)
article-paragraph: facts of the case, and said the horse had merely bumped himself badly. How easily he afterwards won the National is now a matter of history, and his owner, Prince Hatzfeldt, said the horse, being a very perfect chaser, and his leaping a blind, being a tired horse, and this brings to my mind the old "crow trick" which some eight or ten years ago was practised with great success by a sportsman who is still racing. His practice was to carry a blood-stained and soaked handkerchief in his pocket, and after having won a selling race he would go out to look his horse over. During this process he would frequently apply the handkerchief to the horse's mouth, giving the idea that the horse was bleeding. Then when the horse was put up at the subsequent auction buyers would be by no means anxious to get a horse that had apparently broken a blood-vessel, and his owner was able to buy him in for a mere song. This trick, as indeed many other ingenious dodges, are now pretty well played out, and to-day he has to be an exceedingly clever man who can hoodwink a certain section of the public. (252, 51, 476, 293)
list-item: October 17 and 19—Wellington R.C. Spring. (19, 260, 210, 270)
article-paragraph: FLAT RACES.—The winner of any flat race, after declaration of weights, to carry a penalty of 7lb.; of two or more races, 10lb. HURDLE RACES.—The winner of any hurdle race after declaration of weights, to carry a penalty of 7lb. (1415, 998, 1639, 1053)
spring-meeting-label: SPRING MEETING (1474, 120, 1579, 131)
weights-heading: WEIGHTS REVIEWED. (68, 349, 195, 360)
differences-heading: DIFFERENCES OF OPINION. (283, 849, 445, 860)
ad-insurance: LONDON AND LANCASHIRE FIRE INSURANCE COMPANY. SPECIAL FEATURES— LIBERAL SETTLEMENTS, PROMPT PAYMENTS, LOWEST RATES. Premium Income, 1905 £1,686,638 Security £4,431,735 JOHNSTON AND CO., LTD., (1647, 292, 1884, 400)
